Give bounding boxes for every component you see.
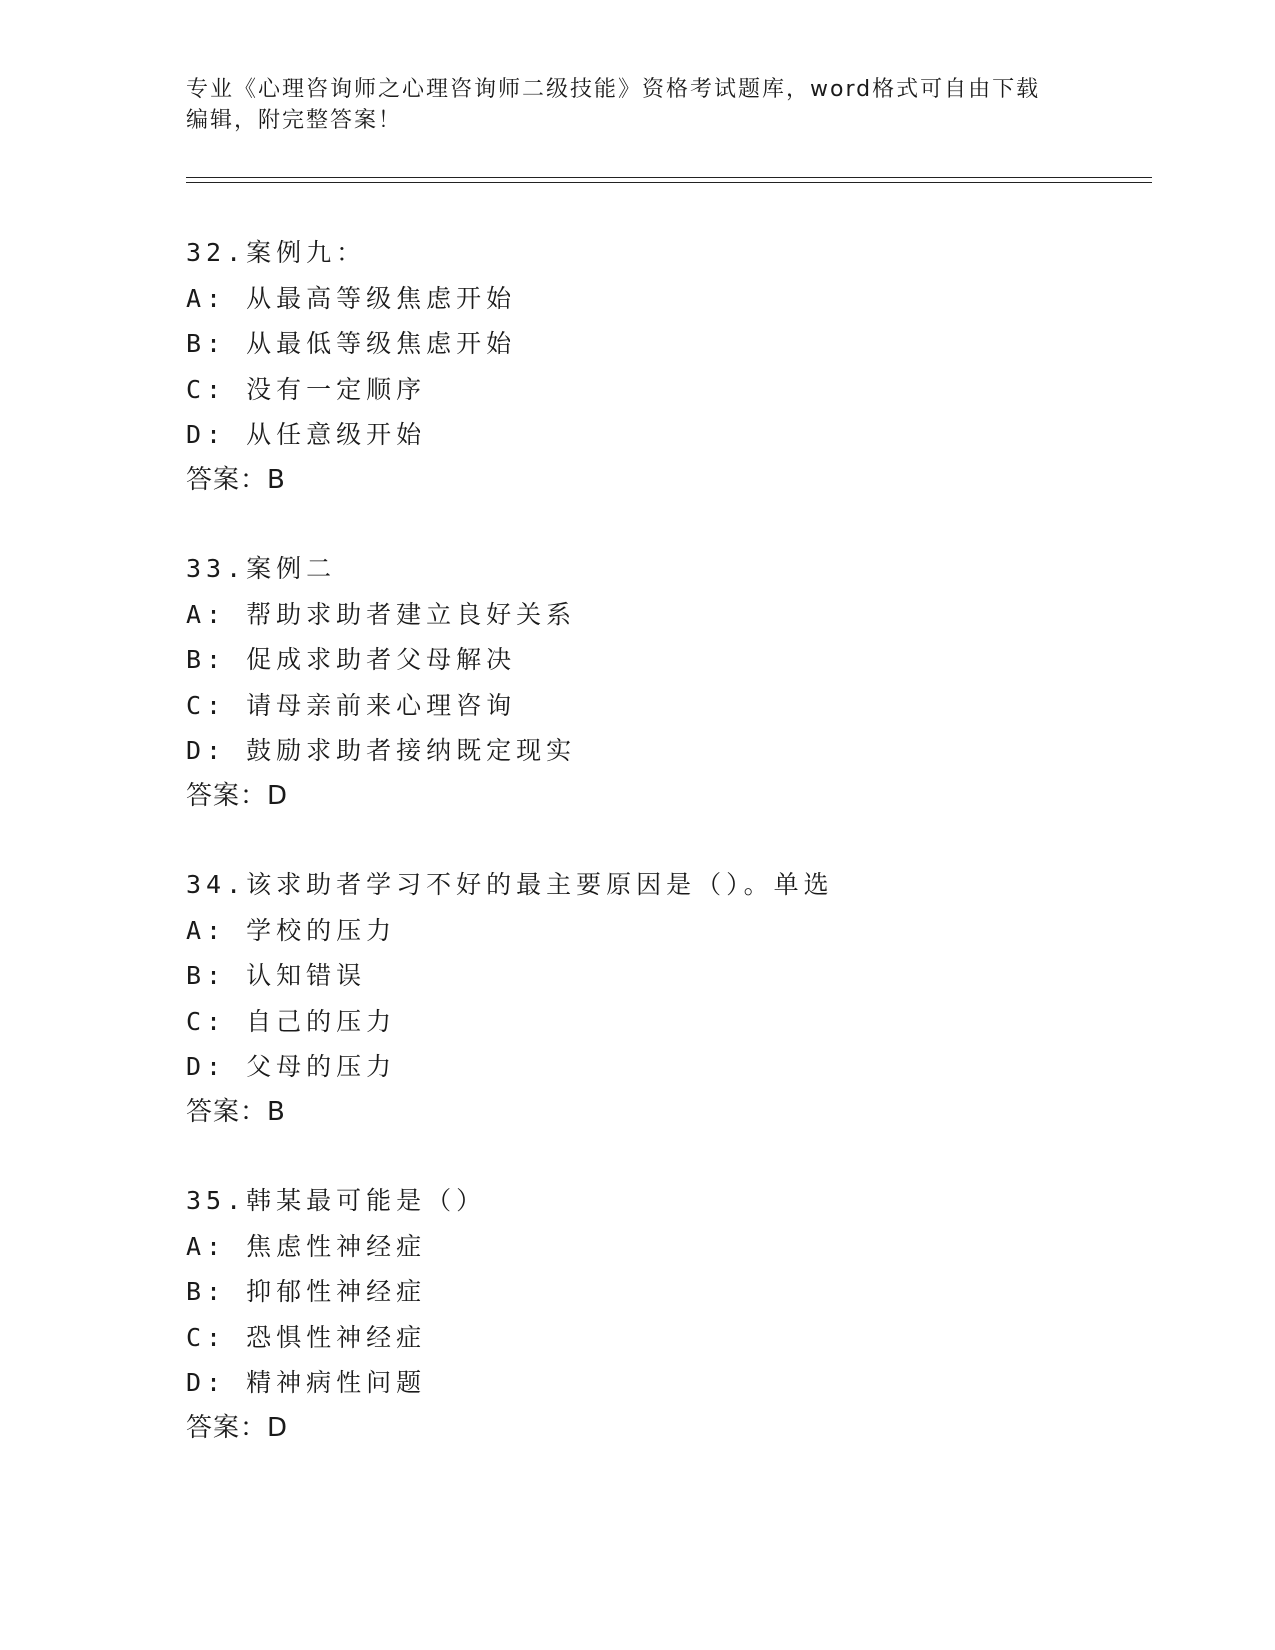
option-d: D: 精神病性问题 — [186, 1368, 427, 1397]
option-c: C: 没有一定顺序 — [186, 374, 427, 404]
option-d: D: 从任意级开始 — [186, 420, 427, 449]
header-line-2: 编辑，附完整答案！ — [186, 108, 403, 133]
question-title: 34.该求助者学习不好的最主要原因是（）。单选 — [186, 870, 834, 899]
question-32 — [186, 230, 1146, 503]
option-a: A: 帮助求助者建立良好关系 — [186, 599, 577, 629]
question-33 — [186, 546, 1146, 819]
document-header — [186, 74, 1086, 136]
question-title: 35.韩某最可能是（） — [186, 1186, 487, 1215]
option-d: D: 父母的压力 — [186, 1052, 397, 1081]
option-a: A: 焦虑性神经症 — [186, 1231, 427, 1261]
question-35 — [186, 1178, 1146, 1451]
option-a: A: 学校的压力 — [186, 915, 397, 945]
answer: 答案：D — [186, 780, 289, 811]
question-title: 33.案例二 — [186, 554, 337, 583]
question-title: 32.案例九： — [186, 238, 367, 267]
option-c: C: 自己的压力 — [186, 1006, 397, 1036]
option-c: C: 请母亲前来心理咨询 — [186, 690, 517, 720]
question-34 — [186, 862, 1146, 1135]
option-b: B: 促成求助者父母解决 — [186, 645, 517, 674]
option-a: A: 从最高等级焦虑开始 — [186, 283, 517, 313]
header-line-1: 专业《心理咨询师之心理咨询师二级技能》资格考试题库，word格式可自由下载 — [186, 77, 1041, 102]
option-b: B: 抑郁性神经症 — [186, 1277, 427, 1306]
option-b: B: 从最低等级焦虑开始 — [186, 329, 517, 358]
option-b: B: 认知错误 — [186, 961, 367, 990]
answer: 答案：B — [186, 1096, 286, 1127]
option-c: C: 恐惧性神经症 — [186, 1322, 427, 1352]
header-divider-bottom — [186, 182, 1152, 183]
answer: 答案：D — [186, 1412, 289, 1443]
answer: 答案：B — [186, 464, 286, 495]
header-divider-top — [186, 177, 1152, 178]
option-d: D: 鼓励求助者接纳既定现实 — [186, 736, 577, 765]
